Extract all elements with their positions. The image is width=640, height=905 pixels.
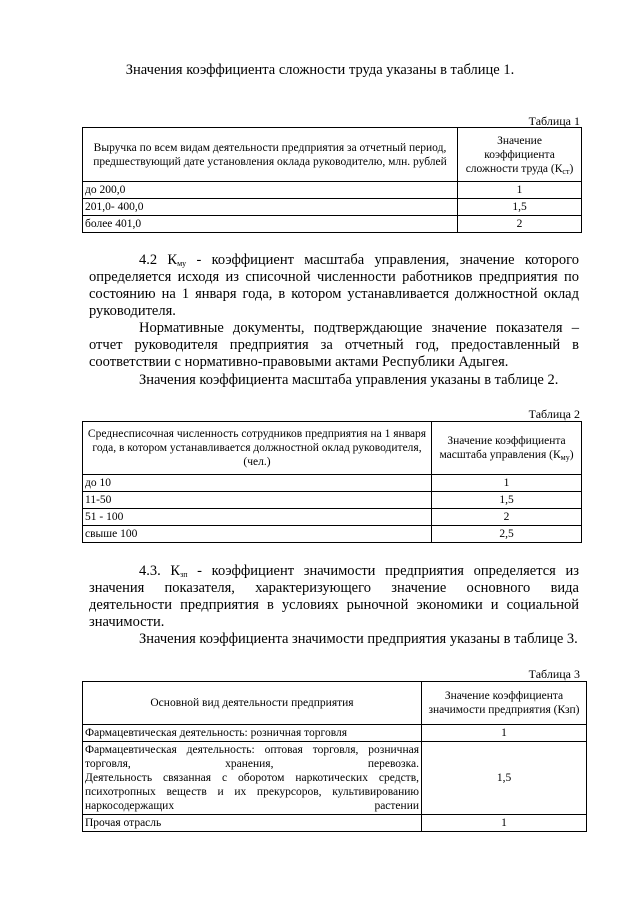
- table2-header-coefficient: Значение коэффициента масштаба управления $(К_{му})$: [432, 422, 582, 475]
- table3-activity-wholesale: Фармацевтическая деятельность: оптовая торговля, розничная торговля, хранения, перевозка.: [85, 744, 419, 770]
- table-row: [83, 526, 582, 543]
- table-row: [83, 492, 582, 509]
- table3: [82, 681, 587, 832]
- section-4-2-paragraph-3: Значения коэффициента масштаба управления указаны в таблице 2.: [139, 372, 559, 388]
- table2-header-headcount: Среднесписочная численность сотрудников предприятия на 1 января года, в котором устанавливается должностной оклад руководителя, (чел.): [83, 422, 432, 475]
- table-row: [83, 182, 582, 199]
- table3-value-cell: 1,5: [422, 742, 587, 815]
- table1-header-coefficient: Значение коэффициента сложности труда $(К_{ст})$: [458, 128, 582, 182]
- table-row: [83, 725, 587, 742]
- table-row: [83, 216, 582, 233]
- table3-value-cell: 1: [422, 725, 587, 742]
- table-row: [83, 742, 587, 815]
- section-4-3-paragraph-2: Значения коэффициента значимости предприятия указаны в таблице 3.: [139, 631, 578, 647]
- table-row: [83, 199, 582, 216]
- table3-caption: Таблица 3: [528, 667, 580, 681]
- table3-header-coefficient: Значение коэффициента значимости предприятия (Кзп): [422, 682, 587, 725]
- section-4-2-paragraph-1: 4.2 $К_{му}$ - коэффициент масштаба управления, значение которого определяется исходя из списочной численности работников предприятия по состоянию на 1 января года, в котором устанавливается должностной оклад руководителя.: [89, 252, 579, 319]
- table3-activity-cell: Прочая отрасль: [83, 815, 422, 832]
- table3-activity-narcotics: Деятельность связанная с оборотом наркотических средств, психотропных веществ и их прекурсоров, культивированию наркосодержащих растении: [85, 772, 419, 812]
- table2-value-cell: 1: [432, 475, 582, 492]
- table2-range-cell: 11-50: [83, 492, 432, 509]
- table1-caption: Таблица 1: [528, 114, 580, 128]
- table3-activity-cell: [83, 742, 422, 815]
- table-row: [83, 815, 587, 832]
- table1-range-cell: 201,0- 400,0: [83, 199, 458, 216]
- table2-range-cell: свыше 100: [83, 526, 432, 543]
- table-row: [83, 475, 582, 492]
- table1-value-cell: 1: [458, 182, 582, 199]
- table1-header-activity: Выручка по всем видам деятельности предприятия за отчетный период, предшествующий дате установления оклада руководителю, млн. рублей: [83, 128, 458, 182]
- table2-value-cell: 2: [432, 509, 582, 526]
- page-heading: Значения коэффициента сложности труда указаны в таблице 1.: [125, 62, 515, 78]
- table2-range-cell: до 10: [83, 475, 432, 492]
- table1-range-cell: более 401,0: [83, 216, 458, 233]
- table2-range-cell: 51 - 100: [83, 509, 432, 526]
- table-row: [83, 509, 582, 526]
- table2-caption: Таблица 2: [528, 407, 580, 421]
- table1-value-cell: 2: [458, 216, 582, 233]
- table2: [82, 421, 582, 543]
- table1: [82, 127, 582, 233]
- section-4-3-paragraph-1: 4.3. $К_{зп}$ - коэффициент значимости предприятия определяется из значения показателя, характеризующего значение основного вида деятельности предприятия в условиях рыночной экономики и социальной значимости.: [89, 563, 579, 630]
- section-4-2-paragraph-2: Нормативные документы, подтверждающие значение показателя – отчет руководителя предприятия за отчетный год, предоставленный в соответствии с нормативно-правовыми актами Республики Адыгея.: [89, 320, 579, 370]
- table3-value-cell: 1: [422, 815, 587, 832]
- table1-value-cell: 1,5: [458, 199, 582, 216]
- table3-header-activity: Основной вид деятельности предприятия: [83, 682, 422, 725]
- table1-range-cell: до 200,0: [83, 182, 458, 199]
- table3-activity-cell: Фармацевтическая деятельность: розничная торговля: [83, 725, 422, 742]
- table2-value-cell: 2,5: [432, 526, 582, 543]
- table2-value-cell: 1,5: [432, 492, 582, 509]
